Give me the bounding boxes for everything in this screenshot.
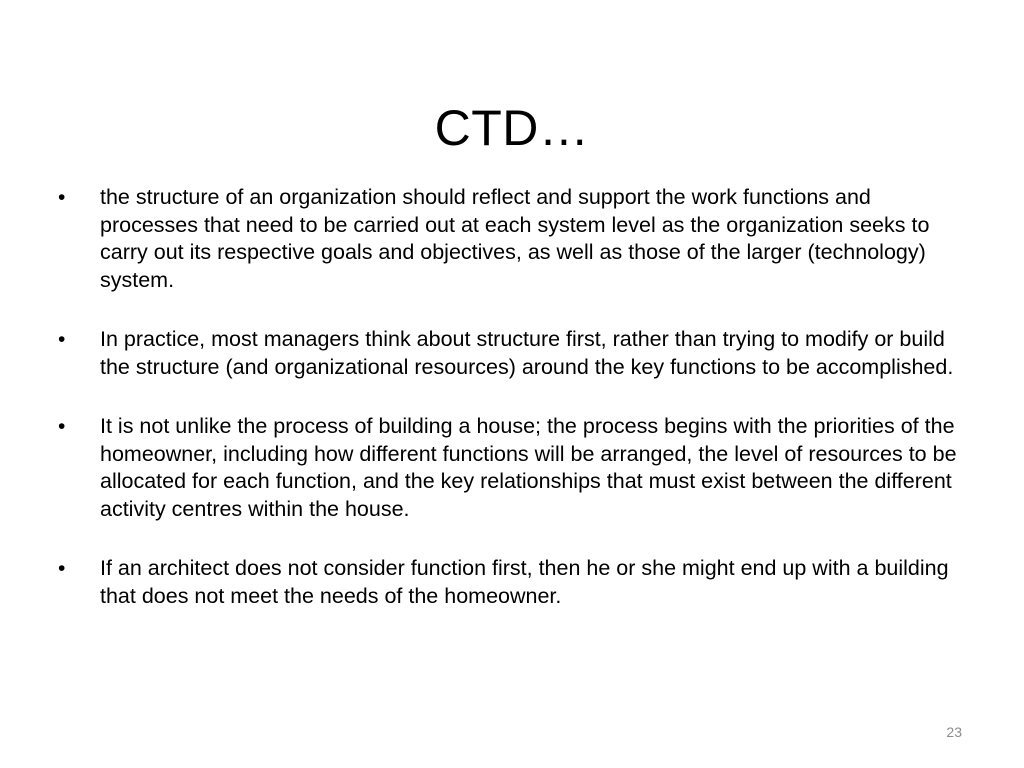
- slide-title: CTD…: [434, 99, 590, 156]
- bullet-item: [56, 413, 968, 523]
- bullet-text: In practice, most managers think about structure first, rather than trying to modify or build the structure (and organizational resources) around the key functions to be accomplished.: [100, 327, 954, 379]
- bullet-text: It is not unlike the process of building a house; the process begins with the priorities of the homeowner, including how different functions will be arranged, the level of resources to be allocated for each function, and the key relationships that must exist between the different activity centres within the house.: [100, 414, 957, 521]
- page-number: 23: [946, 724, 962, 740]
- bullet-icon: •: [58, 557, 66, 580]
- bullet-text: the structure of an organization should reflect and support the work functions and processes that need to be carried out at each system level as the organization seeks to carry out its respective goals and objectives, as well as those of the larger (technology) system.: [100, 185, 930, 292]
- bullet-item: [56, 555, 968, 610]
- bullet-icon: •: [58, 415, 66, 438]
- bullet-item: [56, 184, 968, 294]
- bullet-icon: •: [58, 186, 66, 209]
- bullet-text: If an architect does not consider function first, then he or she might end up with a building that does not meet the needs of the homeowner.: [100, 556, 949, 608]
- bullet-list: [56, 184, 968, 642]
- bullet-icon: •: [58, 328, 66, 351]
- bullet-item: [56, 326, 968, 381]
